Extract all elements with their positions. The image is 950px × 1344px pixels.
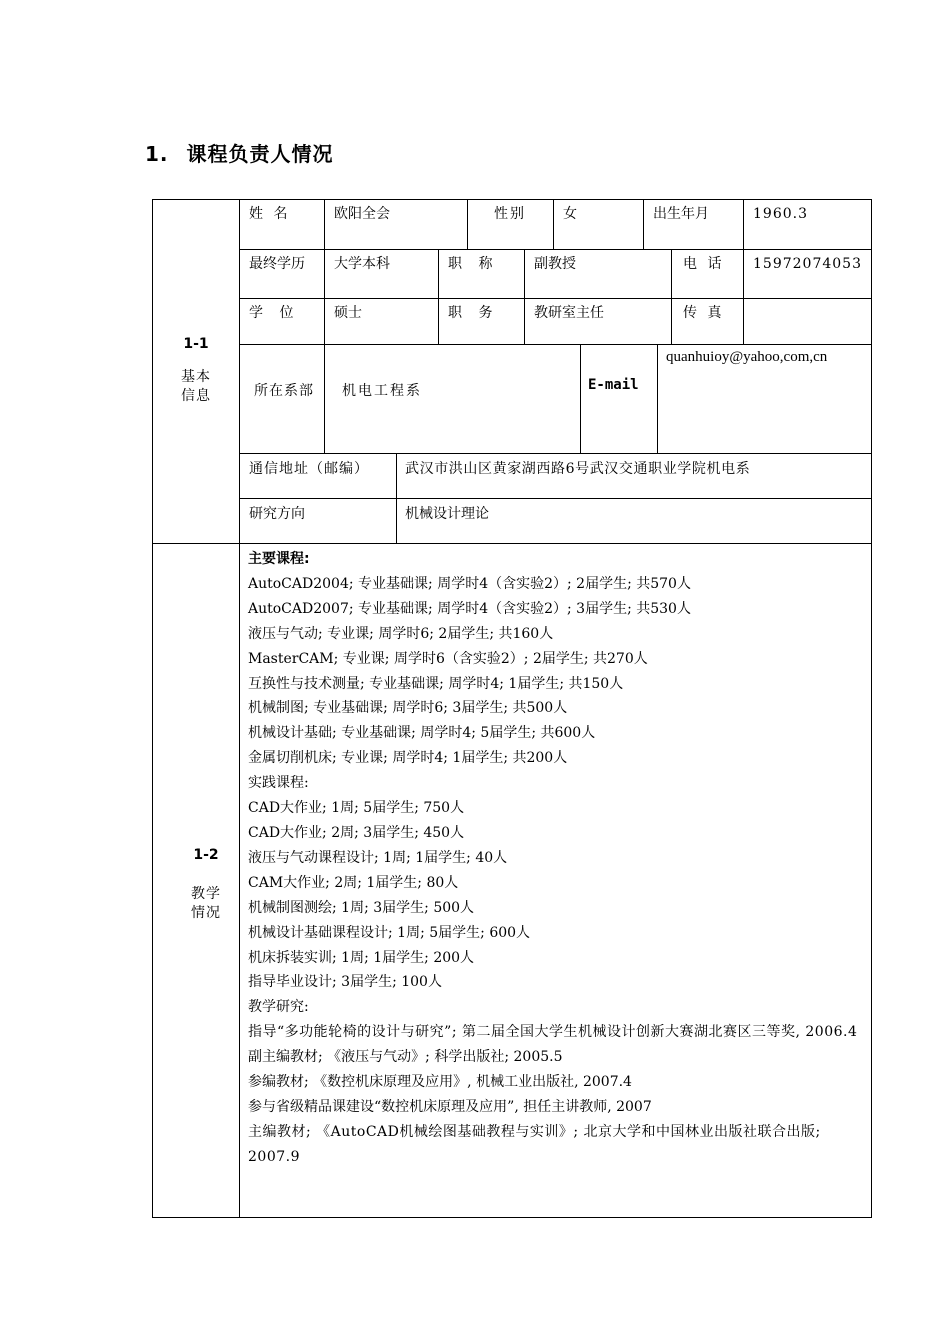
table-divider [438,298,439,344]
teaching-line: 机械设计基础; 专业基础课; 周学时4; 5届学生; 共600人 [248,725,596,742]
teaching-line: 液压与气动课程设计; 1周; 1届学生; 40人 [248,849,508,866]
section-2-label [163,846,249,923]
degree-label: 学 位 [249,305,294,321]
education-value: 大学本科 [334,256,390,272]
teaching-line: 指导毕业设计; 3届学生; 100人 [248,974,442,991]
dept-label: 所在系部 [254,383,314,399]
address-label: 通信地址（邮编） [249,461,369,477]
research-value: 机械设计理论 [405,506,489,522]
name-value: 欧阳全会 [334,206,390,222]
email-label: E-mail [588,377,639,393]
gender-value: 女 [563,206,577,222]
section-1-label [153,335,239,406]
table-divider [671,298,672,344]
section-2-code: 1-2 [193,847,219,863]
name-label: 姓 名 [249,206,291,222]
teaching-line: 参编教材; 《数控机床原理及应用》, 机械工业出版社, 2007.4 [248,1074,632,1091]
dept-value: 机电工程系 [342,383,422,399]
fax-label: 传 真 [683,305,722,321]
table-divider [657,344,658,453]
teaching-line: MasterCAM; 专业课; 周学时6（含实验2）; 2届学生; 共270人 [248,650,648,667]
teaching-line: AutoCAD2004; 专业基础课; 周学时4（含实验2）; 2届学生; 共570人 [248,575,691,592]
section-heading [145,138,334,167]
table-divider [524,298,525,344]
teaching-line: CAD大作业; 2周; 3届学生; 450人 [248,824,465,841]
education-label: 最终学历 [249,256,305,272]
section-1-name-line1: 基本 [181,369,211,385]
phone-value: 15972074053 [753,256,862,272]
teaching-line: 机械制图测绘; 1周; 3届学生; 500人 [248,899,475,916]
position-label: 职 务 [448,305,493,321]
table-divider [743,298,744,344]
table-divider [239,249,872,250]
teaching-line: 液压与气动; 专业课; 周学时6; 2届学生; 共160人 [248,625,554,642]
table-divider [239,498,872,499]
teaching-line: 实践课程: [248,775,309,792]
table-divider [524,249,525,298]
main-courses-title: 主要课程: [248,551,310,567]
teaching-line: 机床拆装实训; 1周; 1届学生; 200人 [248,949,475,966]
table-divider [152,543,872,544]
table-divider [643,199,644,249]
teaching-line: CAD大作业; 1周; 5届学生; 750人 [248,800,465,817]
teaching-line: 机械制图; 专业基础课; 周学时6; 3届学生; 共500人 [248,700,568,717]
table-divider [239,453,872,454]
gender-label: 性别 [494,206,526,222]
table-divider [239,344,872,345]
research-label: 研究方向 [249,506,305,522]
position-value: 教研室主任 [534,305,604,321]
table-divider [324,344,325,453]
birth-label: 出生年月 [653,206,709,222]
title-label: 职 称 [448,256,493,272]
degree-value: 硕士 [334,305,362,321]
table-divider [467,199,468,249]
heading-text: 课程负责人情况 [186,142,334,166]
table-divider [671,249,672,298]
table-divider [743,249,744,298]
address-value: 武汉市洪山区黄家湖西路6号武汉交通职业学院机电系 [405,461,751,477]
teaching-line: 机械设计基础课程设计; 1周; 5届学生; 600人 [248,924,531,941]
teaching-line: 互换性与技术测量; 专业基础课; 周学时4; 1届学生; 共150人 [248,675,624,692]
teaching-line: 副主编教材; 《液压与气动》; 科学出版社; 2005.5 [248,1049,563,1066]
table-divider [324,298,325,344]
phone-label: 电 话 [683,256,722,272]
birth-value: 1960.3 [753,206,808,222]
section-2-name-line1: 教学 [191,886,221,902]
heading-number: 1. [145,142,169,166]
section-1-code: 1-1 [183,336,209,352]
teaching-line: 金属切削机床; 专业课; 周学时4; 1届学生; 共200人 [248,750,568,767]
table-divider [553,199,554,249]
table-divider [580,344,581,453]
table-divider [396,453,397,543]
table-divider [324,199,325,249]
table-divider [743,199,744,249]
teaching-line: 教学研究: [248,999,309,1016]
table-divider [438,249,439,298]
teaching-line: 指导“多功能轮椅的设计与研究”; 第二届全国大学生机械设计创新大赛湖北赛区三等奖, 2006.4 [248,1024,858,1041]
section-2-name-line2: 情况 [191,905,221,921]
email-value: quanhuioy@yahoo,com,cn [666,349,828,365]
teaching-details [248,547,864,1170]
table-divider [324,249,325,298]
teaching-line: 参与省级精品课建设“数控机床原理及应用”, 担任主讲教师, 2007 [248,1098,652,1115]
title-value: 副教授 [534,256,576,272]
teaching-line: 主编教材; 《AutoCAD机械绘图基础教程与实训》; 北京大学和中国林业出版社联合出版; 2007.9 [248,1123,821,1165]
teaching-line: AutoCAD2007; 专业基础课; 周学时4（含实验2）; 3届学生; 共530人 [248,600,691,617]
table-divider [239,298,872,299]
table-divider [239,199,240,1218]
section-1-name-line2: 信息 [181,388,211,404]
teaching-line: CAM大作业; 2周; 1届学生; 80人 [248,874,459,891]
